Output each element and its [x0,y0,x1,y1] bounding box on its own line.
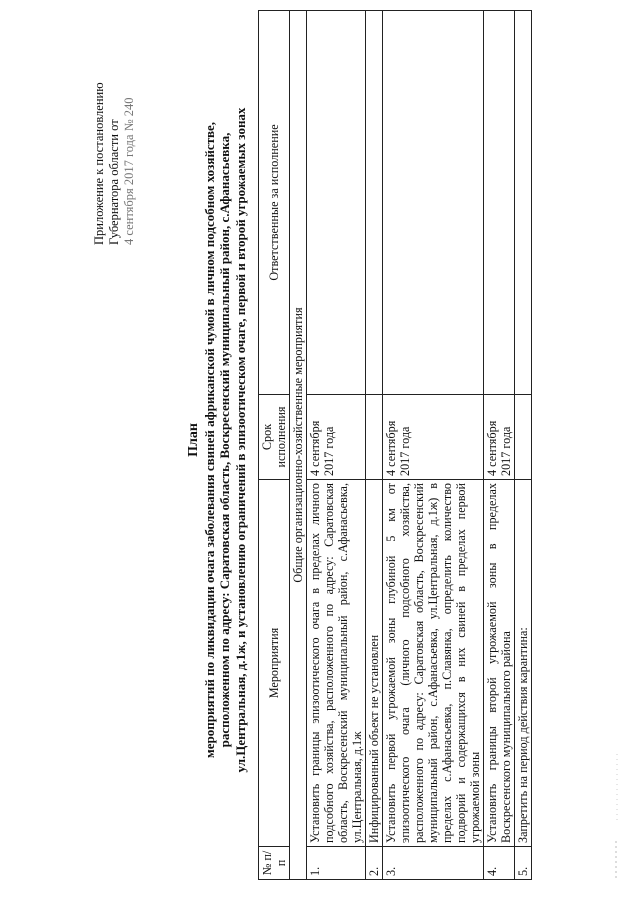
approval-line-3: 4 сентября 2017 года № 240 [122,97,136,245]
row-num: 1. [307,847,366,880]
title-line-3: ул.Центральная, д.1ж, и установлению ограничений в эпизоотическом очаге, первой и второй угрожаемых зонах [232,107,248,773]
approval-line-2: Губернатора области от [107,119,121,245]
row-num: 2. [366,847,383,880]
row-term: 4 сентября 2017 года [484,395,515,480]
row-responsible [515,11,532,395]
row-action: Установить границы эпизоотического очага в пределах личного подсобного хозяйства, расположенного по адресу: Саратовская область, Воскресенский муниципальный район, с.Афанасьевка, ул.Центральная, д.1ж [307,480,366,847]
row-term: 4 сентября 2017 года [307,395,366,480]
row-action: Установить первой угрожаемой зоны глубиной 5 км от эпизоотического очага (личного подсобного хозяйства, расположенного по адресу: Саратовская область, Воскресенский муниципальный район, с.Афанасьевка, ул.Центральная, д.1ж) в пределах с.Афанасьевка, п.Славянка, определить количество подворий и содержащихся в них свиней в пределах первой угрожаемой зоны [383,480,484,847]
title-line-1: мероприятий по ликвидации очага заболевания свиней африканской чумой в личном подсобном хозяйстве, [201,121,217,759]
table-row [484,11,515,880]
row-responsible [484,11,515,395]
row-num: 3. [383,847,484,880]
table-row [383,11,484,880]
row-responsible [383,11,484,395]
approval-line-1: Приложение к постановлению [92,82,106,245]
plan-table [258,10,532,880]
section-row [290,11,307,880]
header-num: № п/п [259,847,290,880]
row-responsible [366,11,383,395]
scan-artifact-marks [610,740,622,880]
row-action: Инфицированный объект не установлен [366,480,383,847]
table-row [515,11,532,880]
row-num: 4. [484,847,515,880]
header-responsible: Ответственные за исполнение [259,11,290,395]
row-responsible [307,11,366,395]
row-term [366,395,383,480]
title-heading: План [186,423,201,457]
approval-block [92,5,137,245]
row-num: 5. [515,847,532,880]
header-term: Срок исполнения [259,395,290,480]
table-header-row [259,11,290,880]
title-line-2: расположенном по адресу: Саратовская область, Воскресенский муниципальный район, с.Афанасьевка, [217,132,232,748]
table-row [307,11,366,880]
document-title [186,10,248,870]
row-term: 4 сентября 2017 года [383,395,484,480]
row-action: Запретить на период действия карантина: [515,480,532,847]
section-title: Общие организационно-хозяйственные мероприятия [290,11,307,880]
header-action: Мероприятия [259,480,290,847]
table-row [366,11,383,880]
row-term [515,395,532,480]
row-action: Установить границы второй угрожаемой зоны в пределах Воскресенского муниципального района [484,480,515,847]
